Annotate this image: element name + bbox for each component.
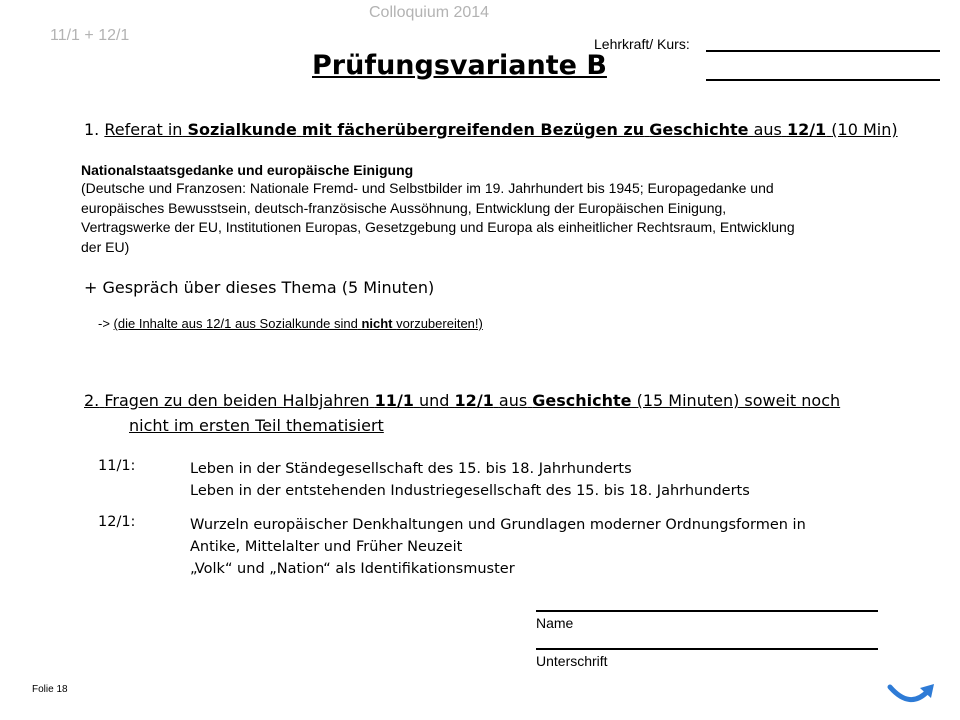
term-content-11: Leben in der Ständegesellschaft des 15. bis 18. Jahrhunderts Leben in der entstehenden Industriegesellschaft des 15. bis 18. Jahrhunderts — [190, 461, 750, 499]
signature-label: Unterschrift — [536, 653, 608, 669]
teacher-line-2 — [706, 79, 940, 81]
section1-heading: 1. Referat in Sozialkunde mit fächerübergreifenden Bezügen zu Geschichte aus 12/1 (10 Min) — [84, 120, 898, 139]
section2-heading-line2: nicht im ersten Teil thematisiert — [129, 416, 384, 435]
teacher-line-1 — [706, 50, 940, 52]
preparation-note: -> (die Inhalte aus 12/1 aus Sozialkunde sind nicht vorzubereiten!) — [98, 316, 483, 331]
terms-label: 11/1 + 12/1 — [50, 27, 130, 44]
term-content-12: Wurzeln europäischer Denkhaltungen und Grundlagen moderner Ordnungsformen in Antike, Mittelalter und Früher Neuzeit „Volk“ und „Nation“ als Identifikationsmuster — [190, 517, 806, 577]
page-title: Prüfungsvariante B — [312, 50, 607, 81]
topic-description: (Deutsche und Franzosen: Nationale Fremd- und Selbstbilder im 19. Jahrhundert bis 1945; Europagedanke und europäisches Bewusstsein, deutsch-französische Aussöhnung, Entwicklung der Europäischen Einigung, Vertragswerke der EU, Institutionen Europas, Gesetzgebung und Europa als einheitlicher Rechtsraum, Entwicklung der EU) — [81, 180, 795, 255]
term-label-12: 12/1: — [98, 514, 136, 530]
teacher-label: Lehrkraft/ Kurs: — [594, 36, 690, 52]
return-icon[interactable] — [884, 678, 940, 712]
curved-return-arrow-icon — [884, 678, 940, 712]
term-label-11: 11/1: — [98, 458, 136, 474]
topic-title: Nationalstaatsgedanke und europäische Einigung — [81, 162, 414, 178]
section2-heading: 2. Fragen zu den beiden Halbjahren 11/1 und 12/1 aus Geschichte (15 Minuten) soweit noch — [84, 391, 841, 410]
slide-number: Folie 18 — [32, 684, 68, 695]
conversation-line: + Gespräch über dieses Thema (5 Minuten) — [84, 278, 435, 297]
name-line — [536, 610, 878, 612]
event-label: Colloquium 2014 — [369, 4, 490, 21]
signature-line — [536, 648, 878, 650]
name-label: Name — [536, 615, 574, 631]
